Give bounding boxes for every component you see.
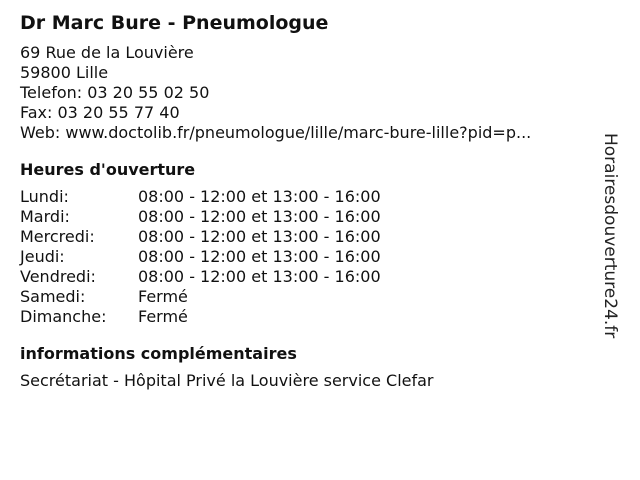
- phone-line: [20, 83, 610, 103]
- hours-value: 08:00 - 12:00 et 13:00 - 16:00: [138, 187, 381, 206]
- additional-info-heading: informations complémentaires: [20, 344, 297, 363]
- watermark-text: Horairesdouverture24.fr: [600, 133, 620, 339]
- hours-row: [20, 267, 610, 287]
- hours-value: 08:00 - 12:00 et 13:00 - 16:00: [138, 207, 381, 226]
- day-label: Mercredi:: [20, 227, 95, 246]
- additional-info-text: Secrétariat - Hôpital Privé la Louvière service Clefar: [20, 371, 434, 390]
- hours-value: 08:00 - 12:00 et 13:00 - 16:00: [138, 227, 381, 246]
- opening-hours-table: [20, 187, 610, 327]
- opening-hours-heading: Heures d'ouverture: [20, 160, 196, 179]
- website-link[interactable]: www.doctolib.fr/pneumologue/lille/marc-bure-lille?pid=p...: [65, 123, 532, 142]
- day-label: Dimanche:: [20, 307, 107, 326]
- address-city: 59800 Lille: [20, 63, 109, 82]
- hours-row: [20, 287, 610, 307]
- phone-number[interactable]: 03 20 55 02 50: [87, 83, 210, 102]
- page-title: Dr Marc Bure - Pneumologue: [20, 12, 329, 34]
- address-street: 69 Rue de la Louvière: [20, 43, 194, 62]
- fax-line: [20, 103, 610, 123]
- web-label: Web:: [20, 123, 66, 142]
- hours-value: 08:00 - 12:00 et 13:00 - 16:00: [138, 267, 381, 286]
- day-label: Vendredi:: [20, 267, 96, 286]
- hours-value: 08:00 - 12:00 et 13:00 - 16:00: [138, 247, 381, 266]
- hours-value: Fermé: [138, 287, 188, 306]
- hours-row: [20, 307, 610, 327]
- hours-row: [20, 207, 610, 227]
- day-label: Samedi:: [20, 287, 86, 306]
- hours-row: [20, 227, 610, 247]
- fax-label: Fax:: [20, 103, 58, 122]
- hours-row: [20, 247, 610, 267]
- day-label: Jeudi:: [20, 247, 65, 266]
- business-card: [20, 10, 610, 391]
- web-line: [20, 123, 610, 143]
- hours-row: [20, 187, 610, 207]
- fax-number: 03 20 55 77 40: [57, 103, 180, 122]
- phone-label: Telefon:: [20, 83, 88, 102]
- day-label: Mardi:: [20, 207, 70, 226]
- day-label: Lundi:: [20, 187, 69, 206]
- hours-value: Fermé: [138, 307, 188, 326]
